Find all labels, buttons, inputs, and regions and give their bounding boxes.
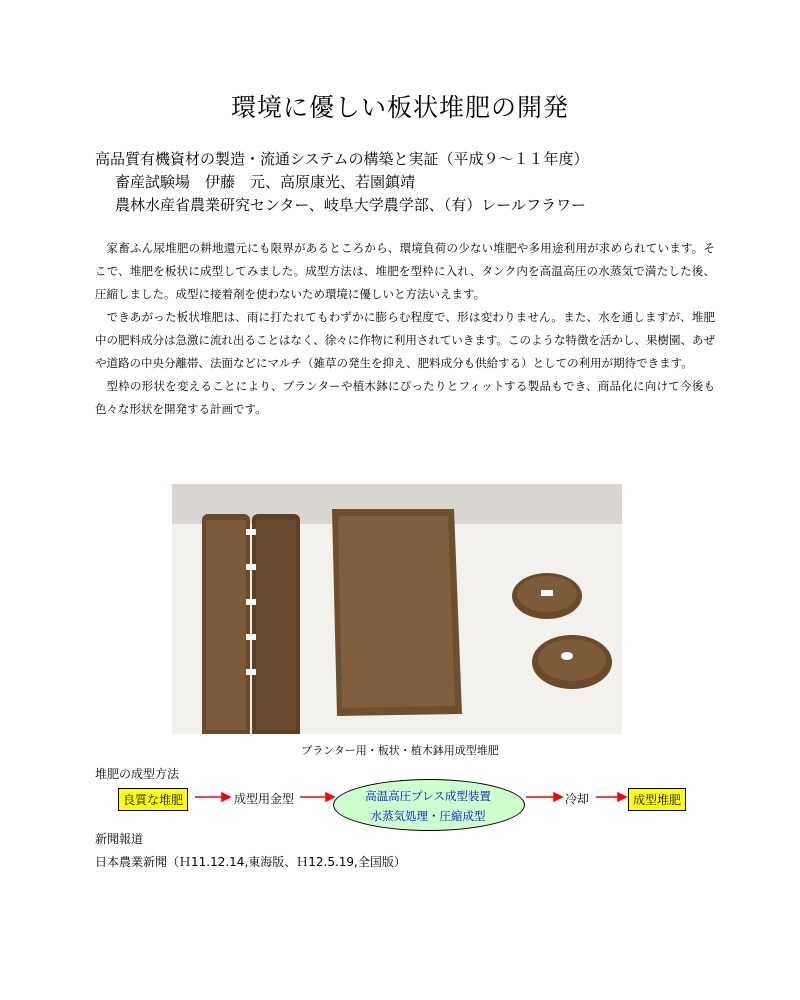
news-title: 新聞報道 xyxy=(95,832,144,846)
news-body: 日本農業新聞（Ｈ11.12.14,東海版、Ｈ12.5.19,全国版） xyxy=(95,855,406,869)
flow-step-molded-compost: 成型堆肥 xyxy=(628,788,686,811)
flow-title: 堆肥の成型方法 xyxy=(95,767,180,781)
flow-step-good-compost: 良質な堆肥 xyxy=(118,788,188,811)
page-title: 環境に優しい板状堆肥の開発 xyxy=(230,93,569,122)
paragraph-3: 型枠の形状を変えることにより、プランターや植木鉢にぴったりとフィットする製品もでき、商品化に向けて今後も色々な形状を開発する計画です。 xyxy=(95,379,715,416)
paragraph-1: 家畜ふん尿堆肥の耕地還元にも限界があるところから、環境負荷の少ない堆肥や多用途利用が求められています。そこで、堆肥を板状に成型してみました。成型方法は、堆肥を型枠に入れ、タンク内を高温高圧の水蒸気で満たした後、圧縮しました。成型に接着剤を使わないため環境に優しいと方法いえます。 xyxy=(95,241,715,301)
flow-step-cooling: 冷却 xyxy=(565,792,590,806)
project-title: 高品質有機資材の製造・流通システムの構築と実証（平成９～１１年度） xyxy=(95,150,589,168)
paragraph-2: できあがった板状堆肥は、雨に打たれてもわずかに膨らむ程度で、形は変わりません。また、水を通しますが、堆肥中の肥料成分は急激に流れ出ることはなく、徐々に作物に利用されていきます。このような特徴を活かし、果樹園、あぜや道路の中央分離帯、法面などにマルチ（雑草の発生を抑え、肥料成分も供給する）としての利用が期待できます。 xyxy=(95,310,715,370)
flow-device-line1: 高温高圧プレス成型装置 xyxy=(365,789,491,803)
flow-device-line2: 水蒸気処理・圧縮成型 xyxy=(370,809,486,823)
authors: 畜産試験場 伊藤 元、高原康光、若園鎮靖 xyxy=(115,173,416,191)
photo-caption: プランター用・板状・植木鉢用成型堆肥 xyxy=(301,744,499,757)
affiliations: 農林水産省農業研究センター、岐阜大学農学部、（有）レールフラワー xyxy=(115,196,587,214)
flow-step-mold: 成型用金型 xyxy=(234,792,295,806)
